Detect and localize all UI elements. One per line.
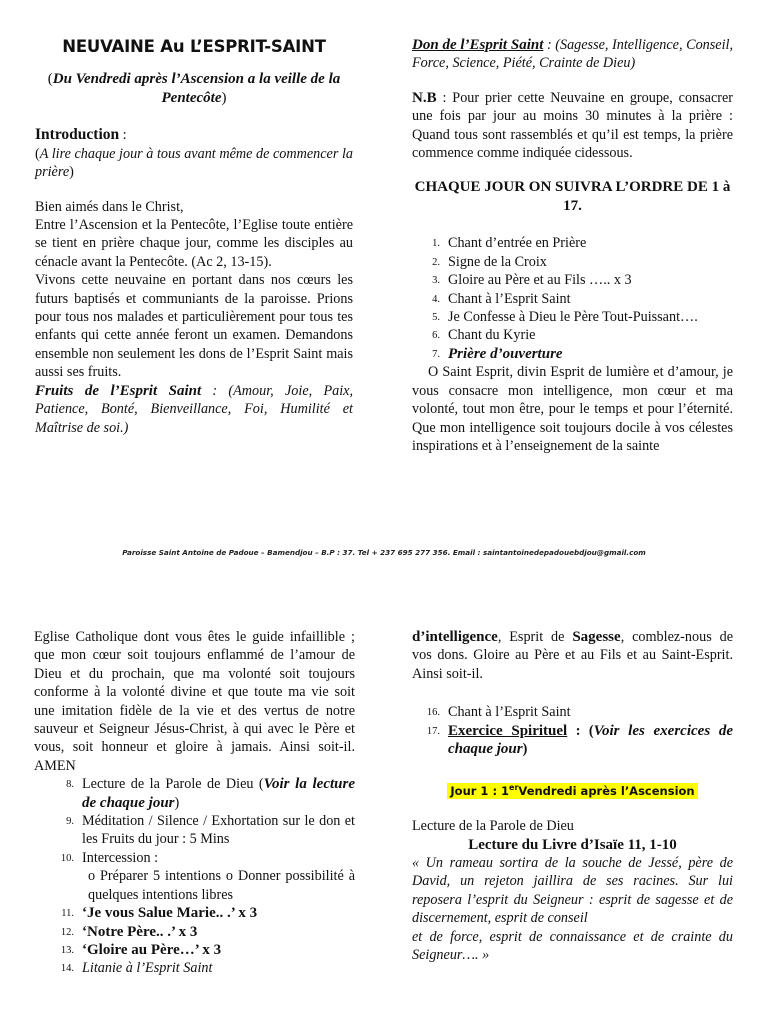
step-text: ‘Gloire au Père…’ x 3 (82, 941, 222, 958)
step-number: 3. (432, 275, 440, 287)
document-title: NEUVAINE Au L’ESPRIT-SAINT (62, 37, 326, 56)
prayer-bold-1: d’intelligence (412, 629, 498, 645)
intro-note (35, 145, 353, 182)
step-number: 7. (432, 348, 440, 360)
subtitle-text: Du Vendredi après l’Ascension a la veille de la Pentecôte (52, 71, 341, 107)
step-text-close: ) (522, 741, 528, 758)
day-label-line (412, 780, 733, 799)
spacer (412, 73, 733, 89)
list-item (46, 959, 355, 977)
subtitle-close: ) (221, 90, 227, 107)
step-number: 5. (432, 312, 440, 324)
day-label-part-1: Jour 1 : 1 (450, 784, 510, 799)
step-text: Signe de la Croix (448, 253, 547, 270)
spacer (412, 758, 733, 780)
spacer (412, 162, 733, 178)
list-item (46, 923, 355, 941)
list-item (412, 271, 733, 289)
greeting: Bien aimés dans le Christ, (35, 198, 184, 215)
step-text: Chant d’entrée en Prière (448, 235, 587, 252)
step-text: : ( (567, 722, 594, 739)
step-text: Lecture de la Parole de Dieu ( (82, 776, 264, 793)
step-number: 13. (60, 944, 74, 956)
step-text: Prière d’ouverture (448, 345, 563, 362)
list-item (412, 722, 733, 759)
page-2-right-column (412, 628, 733, 965)
nb-text: : Pour prier cette Neuvaine en groupe, consacrer une fois par jour au moins 30 minutes à la prière : Quand tous sont rassemblés et qu’il est temps, la prière commence comme indiquée cidessous. (412, 89, 733, 162)
intro-note-open: ( (35, 145, 40, 162)
nb-paragraph (412, 89, 733, 163)
intercession-sub-item: o Préparer 5 intentions o Donner possibilité à quelques intentions libres (88, 868, 355, 903)
intro-note-text: A lire chaque jour à tous avant même de commencer la prière (35, 145, 353, 181)
list-item (46, 849, 355, 867)
list-item (412, 326, 733, 344)
step-text: ‘Notre Père.. .’ x 3 (82, 923, 198, 940)
intro-heading: Introduction (35, 126, 120, 144)
prayer-continued: Eglise Catholique dont vous êtes le guide infaillible ; que mon cœur soit toujours enflammé de l’amour de Dieu et du prochain, que ma volonté soit toujours conforme à la volonté divine et que toute ma vie soit une imitation fidèle de la vie et des vertus de notre sauveur et Seigneur Jésus-Christ, à qui avec le Père et vous, soit honneur et gloire à jamais. Ainsi soit-il. AMEN (34, 629, 355, 774)
spacer (35, 182, 353, 198)
step-number: 4. (432, 293, 440, 305)
list-item (412, 345, 733, 363)
reading-text-end: et de force, esprit de connaissance et de crainte du Seigneur…. » (412, 928, 733, 964)
steps-list-prayers (46, 904, 355, 978)
list-item (46, 812, 355, 849)
steps-list-final (412, 703, 733, 758)
step-text: ‘Je vous Salue Marie.. .’ x 3 (82, 905, 258, 922)
fruits-text: : (Amour, Joie, Paix, Patience, Bonté, Bienveillance, Foi, Humilité et Maîtrise de soi.) (35, 382, 353, 436)
intro-heading-line (35, 126, 353, 144)
step-text-italic: Voir les exercices de chaque jour (448, 722, 733, 758)
day-label (447, 783, 697, 799)
prayer-end (412, 628, 733, 683)
step-number: 11. (61, 908, 74, 920)
list-item (412, 290, 733, 308)
step-number: 1. (432, 238, 440, 250)
don-text: : (Sagesse, Intelligence, Conseil, Force, Science, Piété, Crainte de Dieu) (412, 37, 733, 72)
list-item (412, 703, 733, 721)
list-item (46, 775, 355, 812)
step-text: Je Confesse à Dieu le Père Tout-Puissant…. (448, 309, 698, 326)
step-text: Méditation / Silence / Exhortation sur le don et les Fruits du jour : 5 Mins (82, 813, 355, 848)
step-number: 12. (60, 926, 74, 938)
spacer (412, 683, 733, 703)
paragraph-2: Vivons cette neuvaine en portant dans nos cœurs les futurs baptisés et communiants de la paroisse. Prions pour tous nos malades et particulièrement pour tous tes enfants qui cette année feront un examen. Demandons ensemble non seulement les dons de l’Esprit Saint mais aussi ses fruits. (35, 272, 353, 381)
intro-colon: : (119, 127, 127, 144)
list-item (412, 253, 733, 271)
prayer-text-1: , Esprit de (497, 629, 573, 645)
list-item (46, 904, 355, 922)
prayer-bold-2: Sagesse (572, 629, 621, 645)
order-heading: CHAQUE JOUR ON SUIVRA L’ORDRE DE 1 à 17. (414, 179, 731, 215)
day-label-sup: er (509, 783, 519, 793)
list-item (412, 234, 733, 252)
nb-label: N.B (412, 89, 437, 106)
prayer-text-2: , comblez-nous de vos dons. Gloire au Père et au Fils et au Saint-Esprit. Ainsi soit-il. (412, 629, 733, 682)
don-label: Don de l’Esprit Saint (412, 37, 544, 53)
reading-intro: Lecture de la Parole de Dieu (412, 818, 574, 835)
page-footer: Paroisse Saint Antoine de Padoue – Bamendjou – B.P : 37. Tel + 237 695 277 356. Email : saintantoinedepadouebdjou@gmail.com (122, 548, 646, 557)
list-item (412, 308, 733, 326)
step-number: 2. (432, 256, 440, 268)
step-number: 10. (60, 852, 74, 864)
step-text: Chant à l’Esprit Saint (448, 704, 571, 721)
page-2-left-column (34, 628, 355, 978)
step-text: Chant du Kyrie (448, 327, 536, 344)
step-text-bold: Exercice Spirituel (448, 722, 568, 739)
subtitle-open: ( (47, 71, 53, 88)
step-number: 14. (60, 963, 74, 975)
fruits-label: Fruits de l’Esprit Saint (35, 382, 202, 399)
reading-text: « Un rameau sortira de la souche de Jessé, père de David, un rejeton jaillira de ses racines. Sur lui reposera l’esprit du Seigneur : esprit de sagesse et de discernement, esprit de conseil (412, 855, 733, 927)
step-text-italic: Voir la lecture de chaque jour (82, 776, 355, 811)
step-number: 9. (66, 816, 74, 828)
spacer (412, 216, 733, 234)
intro-note-close: ) (69, 164, 74, 181)
step-number: 8. (66, 779, 74, 791)
step-text-close: ) (174, 794, 180, 811)
reading-title: Lecture du Livre d’Isaïe 11, 1-10 (468, 836, 677, 853)
don-paragraph (412, 36, 733, 73)
page-1-right-column (412, 36, 733, 455)
opening-prayer: O Saint Esprit, divin Esprit de lumière et d’amour, je vous consacre mon intelligence, mon cœur et ma volonté, tout mon être, pour le temps et pour l’éternité. Que mon intelligence soit toujours docile à vos célestes inspirations et à l’enseignement de la sainte (412, 364, 733, 454)
fruits-paragraph (35, 382, 353, 437)
steps-list-continued (46, 775, 355, 867)
step-text: Gloire au Père et au Fils ….. x 3 (448, 272, 632, 289)
step-text: Intercession : (82, 849, 159, 866)
step-text: Litanie à l’Esprit Saint (82, 960, 213, 977)
steps-list (412, 234, 733, 363)
page-2 (0, 560, 768, 1024)
spacer (412, 799, 733, 817)
step-text: Chant à l’Esprit Saint (448, 290, 571, 307)
paragraph-1: Entre l’Ascension et la Pentecôte, l’Eglise toute entière se tient en prière chaque jour, comme les disciples au cénacle avant la Pentecôte. (Ac 2, 13-15). (35, 217, 353, 270)
page-1-left-column (35, 38, 353, 437)
day-label-part-2: Vendredi après l’Ascension (518, 784, 695, 799)
subtitle (35, 70, 353, 108)
list-item (46, 941, 355, 959)
step-number: 6. (432, 330, 440, 342)
step-number: 16. (426, 707, 440, 719)
step-number: 17. (426, 725, 440, 737)
